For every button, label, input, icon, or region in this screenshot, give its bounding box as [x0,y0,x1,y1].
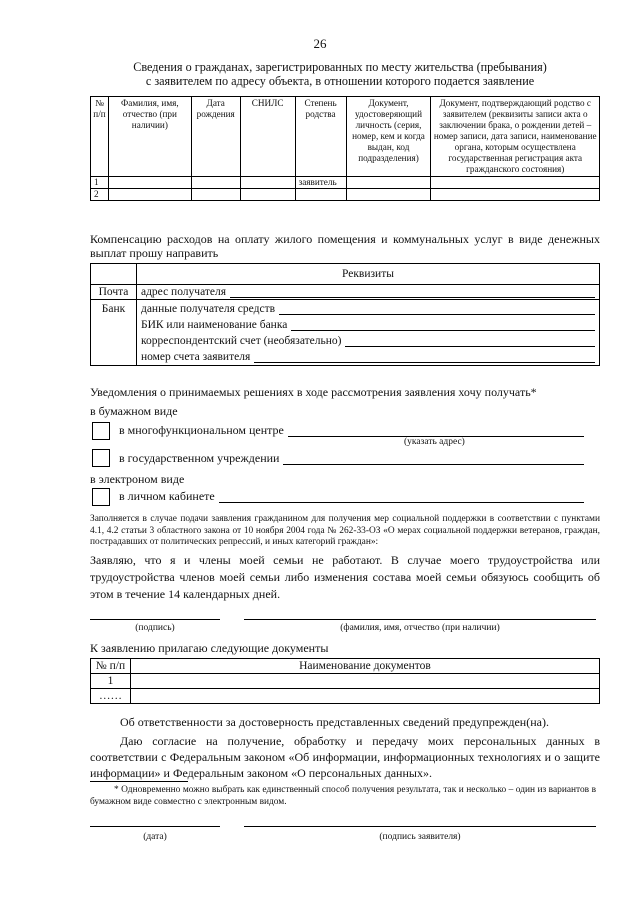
recipient-address-label: адрес получателя [140,286,227,298]
id-doc-cell[interactable] [346,177,431,189]
col-kinship-doc-header: Документ, подтверждающий родство с заявителем (реквизиты записи акта о заключении брака, о рождении детей – номер записи, дата записи, наименование органа, которым осуществлена государственная регистрация акта гражданского состояния) [431,97,600,177]
mfc-address-input[interactable] [288,425,584,437]
residents-title [90,60,590,88]
bank-fields [136,300,599,366]
doc-row-num: 1 [91,674,131,689]
requisites-table [90,263,600,366]
cabinet-label: в личном кабинете [119,489,215,503]
compensation-text: Компенсацию расходов на оплату жилого помещения и коммунальных услуг в виде денежных выплат прошу направить [90,232,600,260]
paper-label: в бумажном виде [90,404,178,418]
electronic-label: в электроном виде [90,472,185,486]
date-hint: (дата) [143,832,167,842]
account-number-row [141,351,595,363]
gov-checkbox[interactable] [92,449,110,467]
address-hint: (указать адрес) [404,437,465,447]
mfc-row [119,423,584,437]
kinship-doc-cell[interactable] [431,189,600,201]
responsibility-text: Об ответственности за достоверность представленных сведений предупрежден(на). [120,715,549,729]
cabinet-checkbox[interactable] [92,488,110,506]
account-number-label: номер счета заявителя [140,351,251,363]
consent-text: Даю согласие на получение, обработку и передачу моих персональных данных в соответствии с Федеральным законом «Об информации, информационных технологиях и о защите информации» и Федеральным законом «О персональных данных». [90,734,600,780]
date-line[interactable] [90,826,220,827]
doc-name-cell[interactable] [130,689,599,704]
recipient-address-row [141,286,595,298]
fio-cell[interactable] [108,189,191,201]
recipient-address-input[interactable] [230,286,595,298]
fio-cell[interactable] [108,177,191,189]
table-row [91,189,600,201]
applicant-signature-hint: (подпись заявителя) [379,832,461,842]
col-num-header: № п/п [91,97,109,177]
cabinet-input[interactable] [219,491,584,503]
recipient-data-label: данные получателя средств [140,303,276,315]
signature-hint: (подпись) [135,623,175,633]
residents-title-line1: Сведения о гражданах, зарегистрированных по месту жительства (пребывания) [133,60,547,74]
col-snils-header: СНИЛС [240,97,295,177]
recipient-data-row [141,303,595,315]
row-num: 2 [91,189,109,201]
bank-label: Банк [91,300,137,366]
bik-row [141,319,595,331]
attach-heading: К заявлению прилагаю следующие документы [90,641,329,655]
gov-address-input[interactable] [283,453,584,465]
col-relation-header: Степень родства [295,97,346,177]
doc-name-header: Наименование документов [130,659,599,674]
recipient-data-input[interactable] [279,303,595,315]
bik-input[interactable] [291,319,595,331]
relation-cell: заявитель [295,177,346,189]
post-fields [136,285,599,300]
table-row [91,177,600,189]
gov-label: в государственном учреждении [119,451,280,465]
residents-header-row [91,97,600,177]
account-number-input[interactable] [254,351,595,363]
relation-cell[interactable] [295,189,346,201]
residents-title-line2: с заявителем по адресу объекта, в отношении которого подается заявление [145,74,535,88]
table-row [91,674,600,689]
birthdate-cell[interactable] [191,189,240,201]
full-name-line[interactable] [244,619,596,620]
col-fio-header: Фамилия, имя, отчество (при наличии) [108,97,191,177]
mfc-label: в многофункциональном центре [119,423,284,437]
full-name-hint: (фамилия, имя, отчество (при наличии) [340,623,500,633]
cabinet-row [119,489,584,503]
doc-num-header: № п/п [91,659,131,674]
footnote-divider [90,781,188,782]
requisites-header: Реквизиты [136,264,599,285]
doc-name-cell[interactable] [130,674,599,689]
residents-table [90,96,600,201]
applicant-signature-line[interactable] [244,826,596,827]
row-num: 1 [91,177,109,189]
col-birthdate-header: Дата рождения [191,97,240,177]
footnote: * Одновременно можно выбрать как единственный способ получения результата, так и несколько – один из вариантов в бумажном виде совместно с электронным видом. [90,785,596,807]
kinship-doc-cell[interactable] [431,177,600,189]
corr-account-row [141,335,595,347]
notifications-heading: Уведомления о принимаемых решениях в ходе рассмотрения заявления хочу получать* [90,385,537,399]
documents-table [90,658,600,704]
declaration: Заявляю, что я и члены моей семьи не работают. В случае моего трудоустройства или трудоустройства членов моей семьи либо изменения состава моей семьи обязуюсь сообщить об этом в течение 14 календарных дней. [90,553,600,601]
bik-label: БИК или наименование банка [140,319,288,331]
birthdate-cell[interactable] [191,177,240,189]
gov-row [119,451,584,465]
table-row [91,689,600,704]
corr-account-label: корреспондентский счет (необязательно) [140,335,342,347]
fill-note: Заполняется в случае подачи заявления гражданином для получения мер социальной поддержки в соответствии с пунктами 4.1, 4.2 статьи 3 областного закона от 10 ноября 2004 года № 262-33-ОЗ «О мерах социальной поддержки ветеранов, граждан, пострадавших от политических репрессий, и иных категорий граждан»: [90,514,600,547]
snils-cell[interactable] [240,177,295,189]
page-number: 26 [313,36,327,51]
mfc-checkbox[interactable] [92,422,110,440]
doc-row-num: …… [91,689,131,704]
requisites-corner [91,264,137,285]
col-id-doc-header: Документ, удостоверяющий личность (серия, номер, кем и когда выдан, код подразделения) [346,97,431,177]
post-label: Почта [91,285,137,300]
id-doc-cell[interactable] [346,189,431,201]
snils-cell[interactable] [240,189,295,201]
corr-account-input[interactable] [345,335,595,347]
signature-line[interactable] [90,619,220,620]
